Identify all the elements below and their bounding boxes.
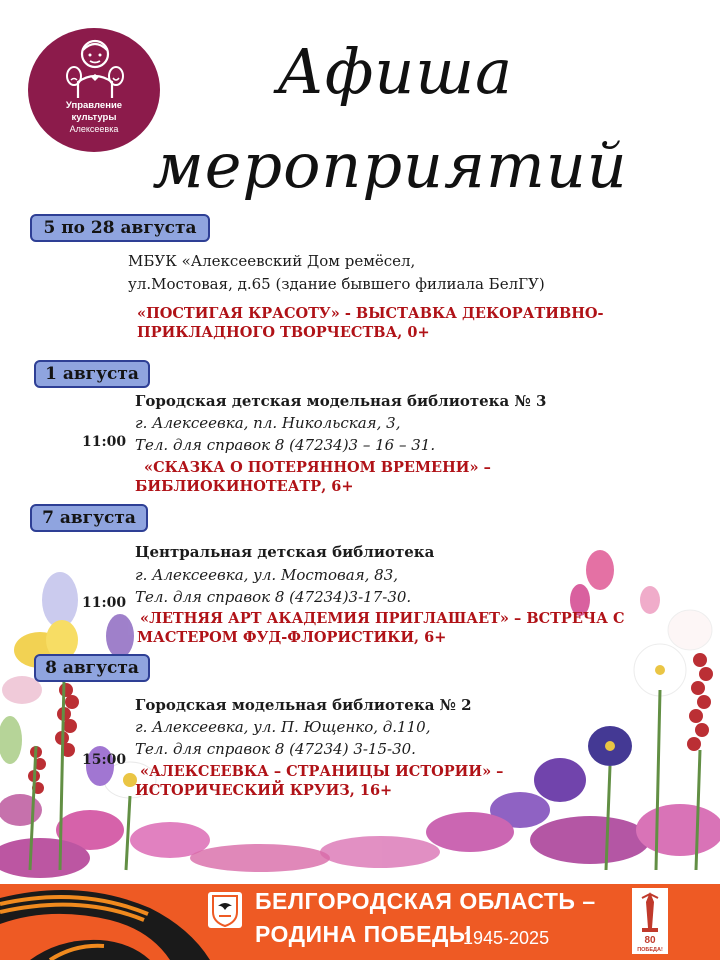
footer-line1: БЕЛГОРОДСКАЯ ОБЛАСТЬ – [255,888,596,914]
st-george-ribbon-icon [0,868,220,960]
event-address: г. Алексеевка, ул. П. Ющенко, д.110, [135,718,431,736]
event-address: г. Алексеевка, пл. Никольская, 3, [135,414,401,432]
event-date-badge: 1 августа [34,360,150,388]
footer-line2: РОДИНА ПОБЕДЫ [255,921,472,947]
event-title-line1: «ПОСТИГАЯ КРАСОТУ» - ВЫСТАВКА ДЕКОРАТИВНО- [137,305,604,322]
event-date-badge: 8 августа [34,654,150,682]
event-title-line1: «АЛЕКСЕЕВКА – СТРАНИЦЫ ИСТОРИИ» – [140,763,504,780]
event-time: 11:00 [82,595,127,611]
event-venue-name: Городская модельная библиотека № 2 [135,696,472,714]
event-venue [135,541,434,563]
logo-text-line3: Алексеевка [69,124,119,134]
event-venue: МБУК «Алексеевский Дом ремёсел, [128,252,416,270]
svg-text:ПОБЕДА!: ПОБЕДА! [637,947,663,953]
event-title-line2: БИБЛИОКИНОТЕАТР, 6+ [135,478,354,495]
victory-monument-icon [632,888,668,954]
event-phone: Тел. для справок 8 (47234) 3-15-30. [135,740,416,758]
theatre-masks-icon [64,36,126,102]
event-venue [135,694,472,716]
event-date-badge: 7 августа [30,504,148,532]
victory-80-badge [632,888,668,954]
svg-text:80: 80 [644,935,656,946]
event-time: 11:00 [82,434,127,450]
poster-title-line2: мероприятий [152,129,628,202]
belgorod-crest-icon [208,892,242,928]
event-address: г. Алексеевка, ул. Мостовая, 83, [135,566,399,584]
event-time: 15:00 [82,752,127,768]
logo-text-line2: культуры [71,112,117,123]
logo-text-line1: Управление [65,100,123,111]
event-title-line1: «ЛЕТНЯЯ АРТ АКАДЕМИЯ ПРИГЛАШАЕТ» – ВСТРЕЧА С [140,610,625,627]
event-phone: Тел. для справок 8 (47234)3 – 16 – 31. [135,436,436,454]
poster-title-line1: Афиша [276,35,514,108]
footer-years: 1945-2025 [463,928,550,948]
event-title-line1: «СКАЗКА О ПОТЕРЯННОМ ВРЕМЕНИ» – [144,459,491,476]
event-title-line2: ИСТОРИЧЕСКИЙ КРУИЗ, 16+ [135,782,393,799]
event-venue-name: Городская детская модельная библиотека № 3 [135,392,547,410]
event-address: ул.Мостовая, д.65 (здание бывшего филиала БелГУ) [128,275,545,293]
event-date-badge: 5 по 28 августа [30,214,210,242]
event-venue [135,390,546,412]
event-phone: Тел. для справок 8 (47234)3-17-30. [135,588,412,606]
event-title-line2: МАСТЕРОМ ФУД-ФЛОРИСТИКИ, 6+ [137,629,447,646]
event-venue-name: Центральная детская библиотека [135,543,435,561]
event-title-line2: ПРИКЛАДНОГО ТВОРЧЕСТВА, 0+ [137,324,430,341]
